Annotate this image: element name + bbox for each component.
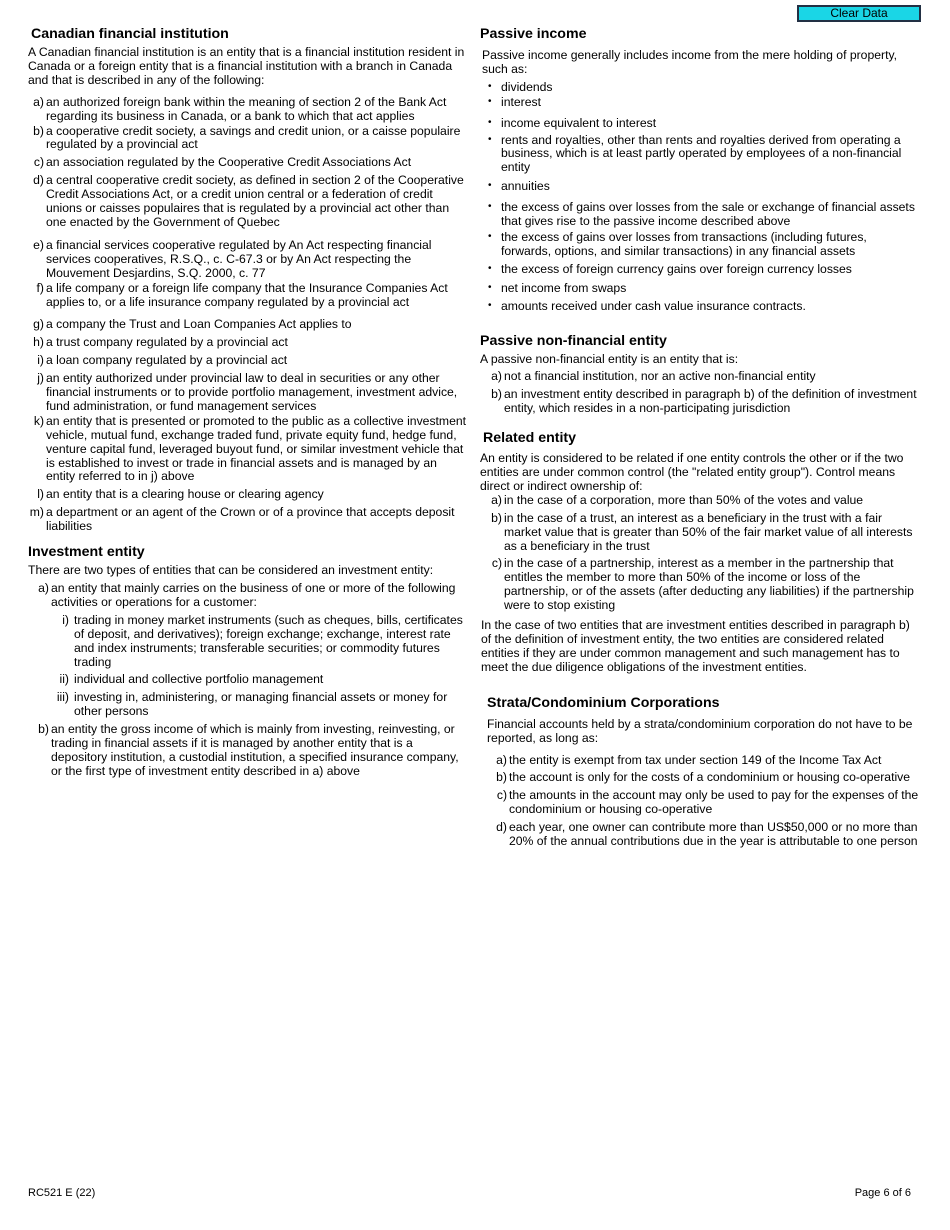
section-title: Passive non-financial entity: [480, 332, 667, 349]
list-item: • annuities: [484, 180, 920, 194]
section-title: Investment entity: [28, 544, 145, 561]
list-item: b) the account is only for the costs of a condominium or housing co-operative: [496, 770, 911, 785]
section-intro: Passive income generally includes income from the mere holding of property, such as:: [482, 48, 898, 76]
definition-list: [486, 494, 920, 613]
list-item: i) a loan company regulated by a provincial act: [37, 353, 288, 368]
passive-non-financial-entity-section: [480, 333, 920, 417]
form-code: RC521 E (22): [28, 1187, 96, 1199]
related-entity-section: [480, 430, 920, 675]
list-item: • interest: [484, 96, 920, 110]
list-item: m) a department or an agent of the Crown or of a province that accepts deposit liabilities: [29, 505, 455, 534]
list-item: • the excess of foreign currency gains over foreign currency losses: [484, 263, 920, 277]
section-title: Passive income: [480, 26, 587, 42]
list-item: • dividends: [484, 81, 920, 95]
list-item: b) a cooperative credit society, a savings and credit union, or a caisse populaire regulated by a provincial act: [33, 123, 461, 152]
list-item: j) an entity authorized under provincial law to deal in securities or any other financial instruments or to provide portfolio management, investment advice, fund administration, or fund management services: [37, 371, 458, 413]
list-item: c) an association regulated by the Cooperative Credit Associations Act: [33, 155, 412, 170]
sub-list-item: iii) investing in, administering, or managing financial assets or money for other persons: [56, 690, 448, 719]
list-item: d) each year, one owner can contribute more than US$50,000 or no more than 20% of the annual contributions due in the year is attributable to one person: [496, 820, 918, 849]
list-item: f) a life company or a foreign life company that the Insurance Companies Act applies to, or a life insurance company regulated by a provincial act: [36, 280, 448, 309]
section-title: Related entity: [483, 430, 577, 447]
list-item: l) an entity that is a clearing house or clearing agency: [37, 487, 324, 502]
list-item: a) not a financial institution, nor an active non-financial entity: [491, 369, 816, 384]
strata-condominium-section: [487, 695, 920, 849]
sub-list: [33, 614, 468, 719]
list-item: • amounts received under cash value insurance contracts.: [484, 300, 920, 314]
definition-list: [28, 96, 468, 534]
list-item: e) a financial services cooperative regulated by An Act respecting financial services cooperatives, R.S.Q., c. C-67.3 or by An Act respecting the Mouvement Desjardins, S.Q. 2000, c. 77: [33, 237, 432, 280]
list-item: a) an entity that mainly carries on the business of one or more of the following activities or operations for a customer: i) trading in money market instruments (such as cheques, bills, certificates of deposit, and derivatives); foreign exchange; exchange, interest rate and index instruments; transferable securities; or commodity futures trading ii) individual and collective portfolio management iii) investing in, administering, or managing financial assets or money for other persons: [33, 582, 468, 719]
list-item: a) in the case of a corporation, more than 50% of the votes and value: [491, 492, 864, 507]
investment-entity-section: [28, 544, 468, 779]
list-item: a) the entity is exempt from tax under section 149 of the Income Tax Act: [496, 752, 882, 767]
section-intro: Financial accounts held by a strata/condominium corporation do not have to be reported, as long as:: [487, 716, 913, 745]
list-item: k) an entity that is presented or promoted to the public as a collective investment vehicle, mutual fund, exchange traded fund, private equity fund, hedge fund, venture capital fund, leveraged buyout fund, or similar investment vehicle that is established to invest or trade in financial assets and is managed by an entity referred to in j) above: [33, 413, 467, 484]
definition-list: [491, 754, 920, 849]
section-intro: There are two types of entities that can be considered an investment entity:: [28, 563, 434, 578]
list-item: • rents and royalties, other than rents and royalties derived from operating a business, which is at least partly operated by employees of a non-financial entity: [484, 134, 920, 176]
left-column: [28, 26, 468, 779]
list-item: b) an investment entity described in paragraph b) of the definition of investment entity, which resides in a non-participating jurisdiction: [491, 387, 917, 416]
sub-list-item: ii) individual and collective portfolio management: [59, 672, 324, 687]
definition-list: [33, 582, 468, 779]
sub-list-item: i) trading in money market instruments (such as cheques, bills, certificates of deposit, and derivatives); foreign exchange; exchange, interest rate and index instruments; transferable securities; or commodity futures trading: [62, 612, 463, 669]
list-item: c) in the case of a partnership, interest as a member in the partnership that entitles the member to more than 50% of the income or loss of the partnership, or of the assets (after deducting any liabilities) if the partnership were to stop existing: [491, 556, 914, 613]
section-intro: A passive non-financial entity is an entity that is:: [480, 351, 739, 366]
section-outro: In the case of two entities that are investment entities described in paragraph b) of the definition of investment entity, the two entities are considered related entities if they are under common management and such management has to meet the due diligence obligations of the investment entities.: [481, 618, 910, 674]
list-item: • the excess of gains over losses from the sale or exchange of financial assets that gives rise to the passive income described above: [484, 201, 920, 229]
list-item: • the excess of gains over losses from transactions (including futures, forwards, options, and similar transactions) in any financial assets: [484, 231, 920, 259]
definition-list: [486, 370, 920, 416]
list-item: b) an entity the gross income of which is mainly from investing, reinvesting, or trading in financial assets if it is managed by another entity that is a depository institution, a custodial institution, a specified insurance company, or the first type of investment entity described in a) above: [38, 722, 459, 778]
clear-data-button[interactable]: Clear Data: [797, 5, 921, 22]
section-title: Strata/Condominium Corporations: [487, 694, 720, 711]
canadian-financial-institution-section: [28, 26, 468, 534]
list-item: a) an authorized foreign bank within the meaning of section 2 of the Bank Act regarding its business in Canada, or a bank to which that act applies: [33, 94, 447, 123]
section-intro: An entity is considered to be related if one entity controls the other or if the two entities are under common control (the "related entity group"). Control means direct or indirect ownership of:: [480, 451, 904, 493]
list-item: g) a company the Trust and Loan Companies Act applies to: [33, 317, 352, 332]
list-item: • income equivalent to interest: [484, 117, 920, 131]
bullet-list: [480, 81, 920, 314]
section-intro: A Canadian financial institution is an entity that is a financial institution resident in Canada or a foreign entity that is a financial institution with a branch in Canada and that is described in any of the following:: [28, 45, 465, 87]
list-item: • net income from swaps: [484, 282, 920, 296]
list-item: h) a trust company regulated by a provincial act: [33, 335, 288, 350]
list-item: b) in the case of a trust, an interest as a beneficiary in the trust with a fair market value that is greater than 50% of the fair market value of all interests as a beneficiary in the trust: [491, 510, 913, 553]
section-title: Canadian financial institution: [31, 26, 229, 42]
right-column: [480, 26, 920, 849]
passive-income-section: [480, 26, 920, 314]
page-number: Page 6 of 6: [854, 1187, 911, 1199]
list-item: d) a central cooperative credit society, as defined in section 2 of the Cooperative Credit Associations Act, or a credit union central or a federation of credit unions or caisses populaires that is regulated by a provincial act other than one enacted by the Government of Quebec: [33, 173, 464, 229]
list-item: c) the amounts in the account may only be used to pay for the expenses of the condominium or housing co-operative: [496, 788, 919, 817]
